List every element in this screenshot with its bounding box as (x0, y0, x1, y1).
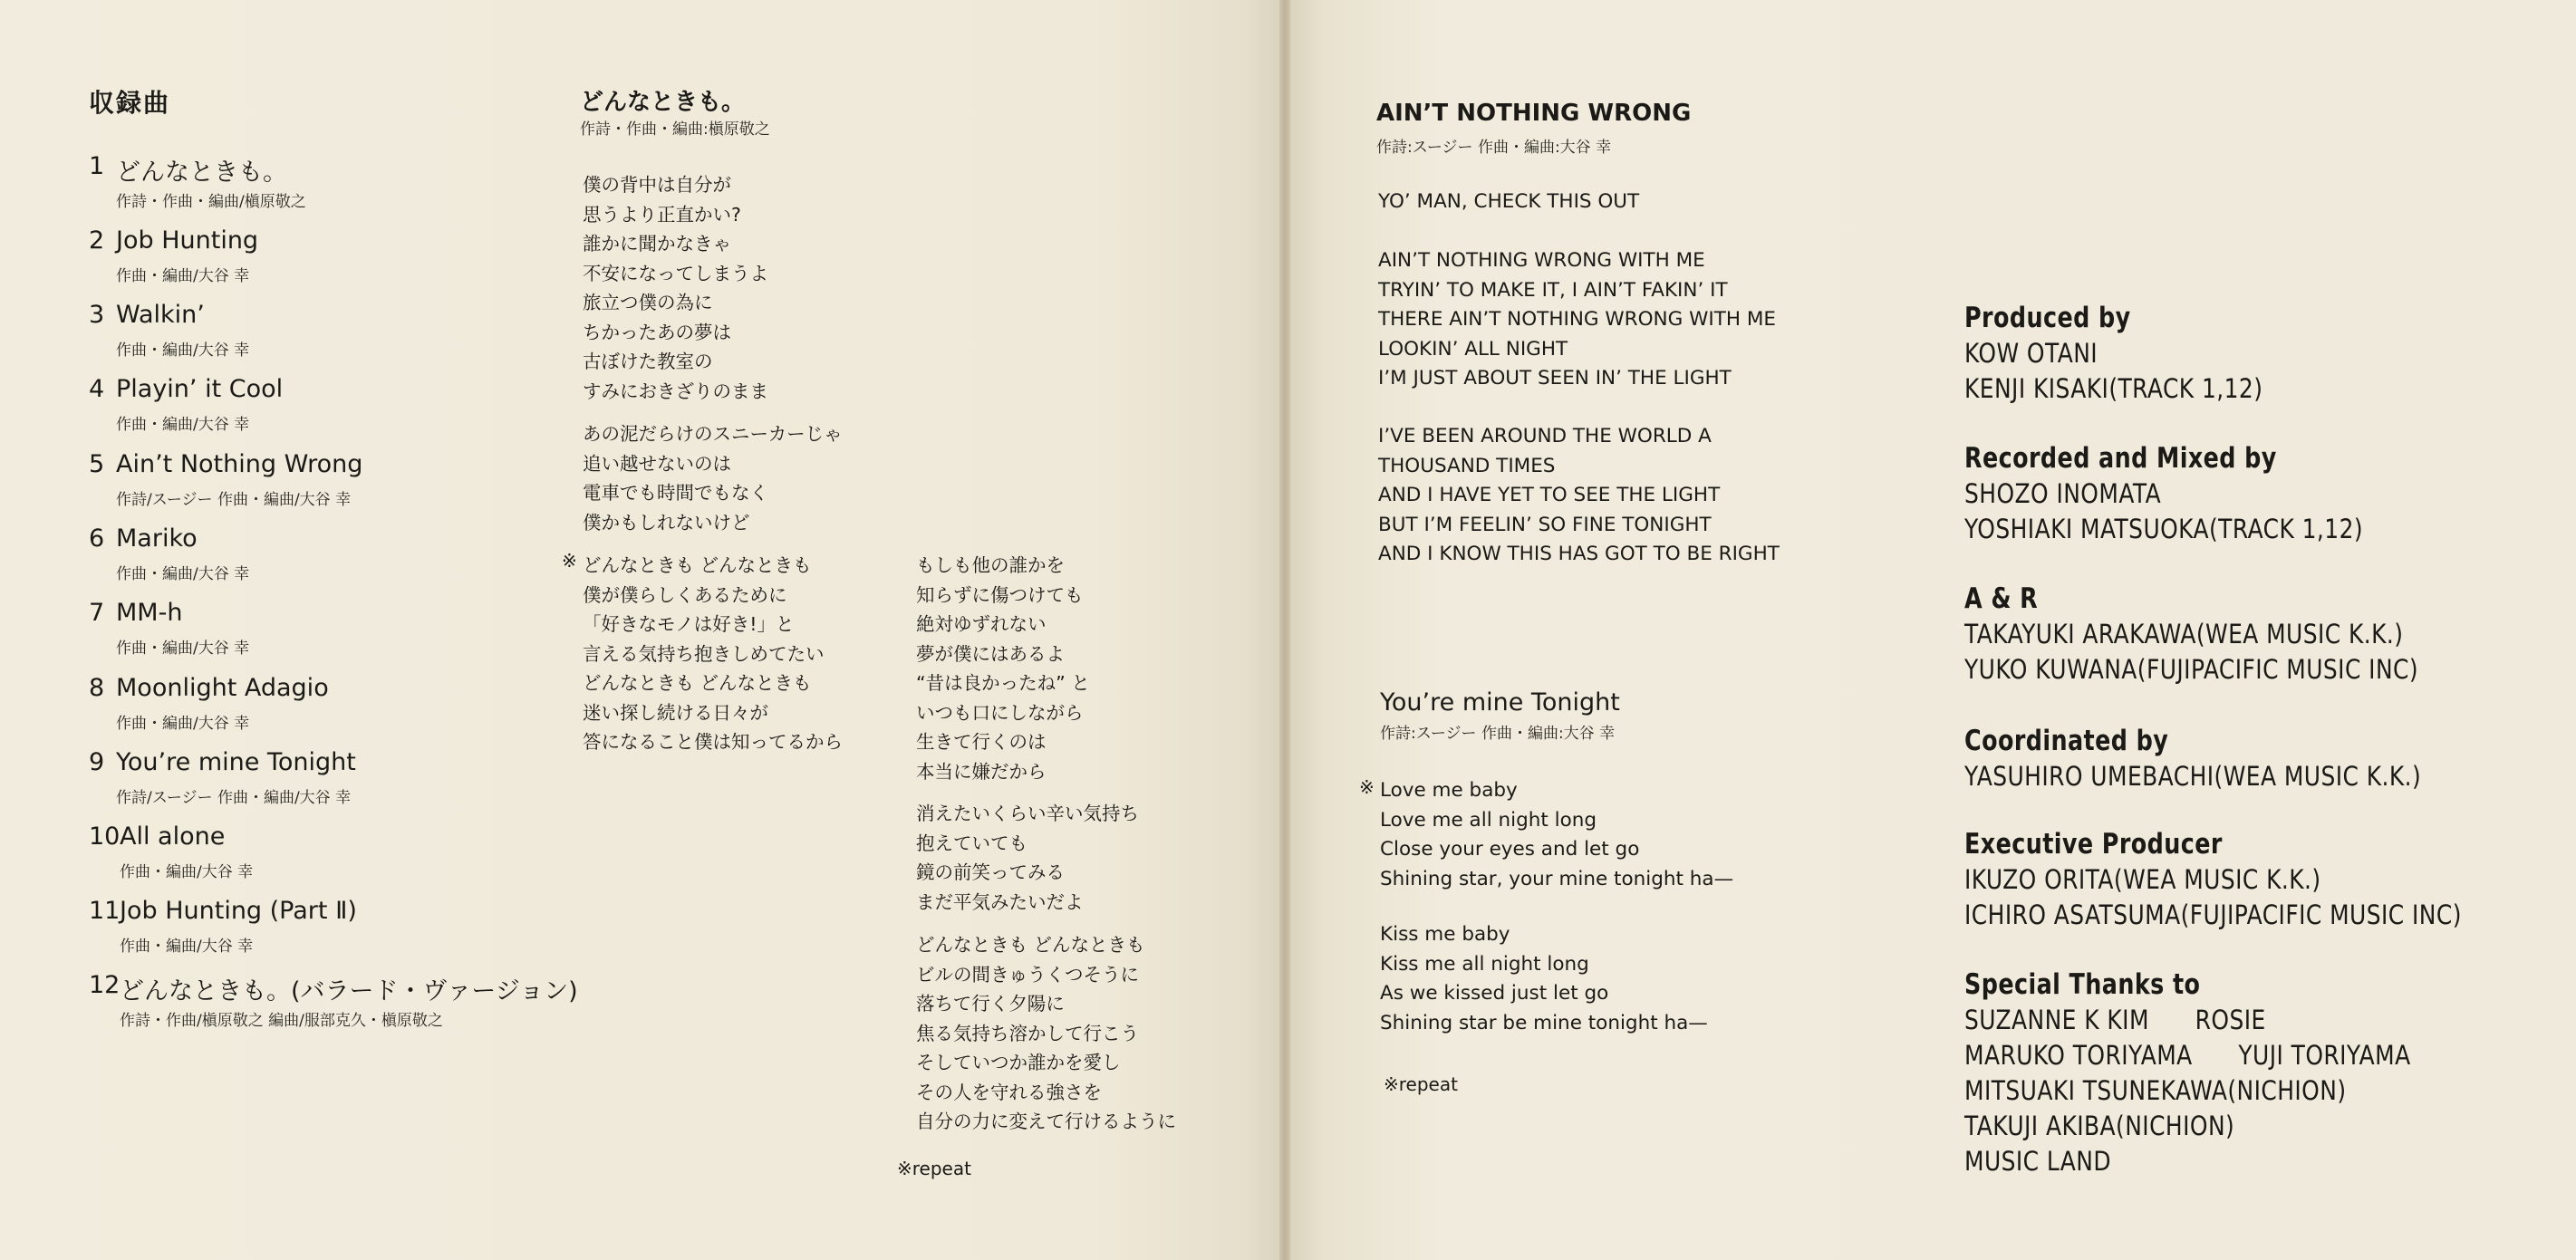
lyric-line: 電車でも時間でもなく (583, 482, 768, 504)
lyric-line: AIN’T NOTHING WRONG WITH ME (1378, 249, 1705, 272)
lyric-line: Shining star, your mine tonight ha— (1380, 867, 1734, 890)
credit-name: IKUZO ORITA(WEA MUSIC K.K.) (1964, 864, 2321, 895)
lyric-line: 鏡の前笑ってみる (916, 861, 1065, 883)
track-credit: 作詩・作曲・編曲/槇原敬之 (116, 193, 306, 211)
lyric-line: ビルの間きゅうくつそうに (916, 963, 1139, 986)
track-title: Walkin’ (116, 301, 205, 329)
song3-chorus-mark: ※ (1359, 776, 1375, 798)
credit-role: A & R (1964, 582, 2039, 615)
track-credit: 作曲・編曲/大谷 幸 (116, 416, 250, 434)
credit-name: SHOZO INOMATA (1964, 478, 2162, 509)
track-number: 9 (89, 748, 105, 776)
lyric-line: 僕の背中は自分が (583, 174, 731, 196)
song2-verse2 (1378, 422, 1780, 570)
song2-title: AIN’T NOTHING WRONG (1376, 100, 1692, 127)
lyric-line: どんなときも どんなときも (916, 934, 1145, 956)
song1-credit: 作詩・作曲・編曲:槇原敬之 (580, 120, 770, 139)
track-credit: 作曲・編曲/大谷 幸 (116, 267, 250, 285)
lyric-line: 生きて行くのは (916, 731, 1047, 753)
track-credit: 作詩/スージー 作曲・編曲/大谷 幸 (116, 789, 352, 807)
credit-name: TAKAYUKI ARAKAWA(WEA MUSIC K.K.) (1964, 619, 2404, 649)
credit-name: ICHIRO ASATSUMA(FUJIPACIFIC MUSIC INC) (1964, 899, 2462, 930)
lyric-line: 追い越せないのは (583, 452, 731, 475)
lyric-line: “昔は良かったね” と (916, 672, 1090, 694)
lyric-line: 本当に嫌だから (916, 760, 1047, 783)
track-number: 1 (89, 152, 105, 180)
lyric-line: BUT I’M FEELIN’ SO FINE TONIGHT (1378, 513, 1712, 536)
credit-role: Coordinated by (1964, 725, 2169, 757)
song2-verse1 (1378, 246, 1776, 394)
track-number: 10 (89, 822, 121, 851)
lyric-line: あの泥だらけのスニーカーじゃ (583, 423, 843, 445)
song2-credit: 作詩:スージー 作曲・編曲:大谷 幸 (1376, 139, 1612, 157)
lyric-line: 迷い探し続ける日々が (583, 701, 768, 724)
lyric-line: 誰かに聞かなきゃ (583, 233, 731, 255)
lyric-line: 「好きなモノは好き!」と (583, 613, 795, 635)
track-credit: 作詩/スージー 作曲・編曲/大谷 幸 (116, 491, 352, 509)
lyric-line: Kiss me all night long (1380, 952, 1589, 976)
credit-role: Executive Producer (1964, 828, 2223, 861)
credit-name: KENJI KISAKI(TRACK 1,12) (1964, 373, 2263, 404)
track-number: 3 (89, 301, 105, 329)
lyric-line: 知らずに傷つけても (916, 583, 1084, 606)
track-title: All alone (120, 822, 226, 851)
song1-title: どんなときも。 (580, 89, 746, 116)
song2-intro: YO’ MAN, CHECK THIS OUT (1378, 190, 1640, 213)
lyric-line: 絶対ゆずれない (916, 613, 1047, 635)
song1-verse4 (916, 799, 1139, 917)
lyric-line: もしも他の誰かを (916, 554, 1065, 576)
lyric-line: ちかったあの夢は (583, 321, 731, 343)
lyric-line: すみにおきざりのまま (583, 380, 768, 402)
track-number: 8 (89, 674, 105, 702)
lyric-line: 旅立つ僕の為に (583, 292, 713, 313)
credit-role: Produced by (1964, 302, 2131, 334)
track-number: 5 (89, 450, 105, 478)
credit-role: Special Thanks to (1964, 968, 2201, 1001)
credit-name: MUSIC LAND (1964, 1146, 2112, 1177)
track-credit: 作曲・編曲/大谷 幸 (120, 863, 254, 881)
lyric-line: I’M JUST ABOUT SEEN IN’ THE LIGHT (1378, 367, 1732, 390)
song1-verse1 (583, 170, 768, 406)
track-number: 12 (89, 971, 121, 999)
song1-chorus-mark: ※ (562, 550, 577, 572)
lyric-line: 言える気持ち抱きしめてたい (583, 642, 825, 665)
track-title: Job Hunting (Part Ⅱ) (120, 897, 357, 925)
lyric-line: 夢が僕にはあるよ (916, 642, 1065, 665)
track-credit: 作曲・編曲/大谷 幸 (116, 341, 250, 360)
track-number: 4 (89, 375, 105, 403)
song3-credit: 作詩:スージー 作曲・編曲:大谷 幸 (1380, 725, 1616, 743)
lyric-line: 古ぼけた教室の (583, 351, 713, 372)
track-credit: 作曲・編曲/大谷 幸 (116, 640, 250, 658)
track-number: 6 (89, 524, 105, 553)
lyric-line: 消えたいくらい辛い気持ち (916, 803, 1139, 824)
track-title: Playin’ it Cool (116, 375, 284, 403)
credit-name: MITSUAKI TSUNEKAWA(NICHION) (1964, 1075, 2347, 1106)
track-number: 7 (89, 599, 105, 627)
track-credit: 作曲・編曲/大谷 幸 (116, 715, 250, 733)
lyric-line: 答になること僕は知ってるから (583, 731, 843, 753)
lyric-line: Love me baby (1380, 779, 1518, 802)
lyric-line: その人を守れる強さを (916, 1081, 1102, 1103)
lyric-line: どんなときも どんなときも (583, 672, 812, 694)
song3-verse2 (1380, 920, 1708, 1038)
lyric-line: As we kissed just let go (1380, 982, 1609, 1005)
track-number: 2 (89, 226, 105, 255)
track-title: Moonlight Adagio (116, 674, 329, 702)
song3-repeat: ※repeat (1384, 1073, 1458, 1095)
song1-verse5 (916, 930, 1176, 1137)
song1-verse3 (916, 551, 1090, 786)
credit-name: YOSHIAKI MATSUOKA(TRACK 1,12) (1964, 514, 2364, 544)
credit-name: TAKUJI AKIBA(NICHION) (1964, 1111, 2235, 1141)
credit-name: YASUHIRO UMEBACHI(WEA MUSIC K.K.) (1964, 761, 2422, 792)
credit-name: KOW OTANI (1964, 338, 2098, 369)
song1-repeat: ※repeat (897, 1158, 971, 1179)
song1-verse2 (583, 419, 843, 537)
track-credit: 作曲・編曲/大谷 幸 (120, 938, 254, 956)
track-credit: 作曲・編曲/大谷 幸 (116, 565, 250, 583)
lyric-line: 落ちて行く夕陽に (916, 993, 1065, 1015)
lyric-line: そしていつか誰かを愛し (916, 1052, 1121, 1073)
song1-chorus (583, 551, 843, 757)
track-title: You’re mine Tonight (116, 748, 356, 776)
song3-title: You’re mine Tonight (1380, 688, 1620, 717)
lyric-line: THOUSAND TIMES (1378, 454, 1556, 477)
lyric-line: 抱えていても (916, 832, 1028, 854)
lyric-line: 不安になってしまうよ (583, 262, 768, 284)
lyric-line: Close your eyes and let go (1380, 838, 1640, 861)
lyric-line: いつも口にしながら (916, 701, 1084, 724)
track-number: 11 (89, 897, 121, 925)
credit-name: YUKO KUWANA(FUJIPACIFIC MUSIC INC) (1964, 654, 2419, 685)
lyric-line: AND I HAVE YET TO SEE THE LIGHT (1378, 484, 1721, 506)
lyric-line: I’VE BEEN AROUND THE WORLD A (1378, 425, 1712, 447)
lyric-line: 思うより正直かい? (583, 203, 741, 226)
track-title: MM-h (116, 599, 183, 627)
credit-name: SUZANNE K KIM ROSIE (1964, 1005, 2266, 1035)
lyric-line: Love me all night long (1380, 808, 1597, 832)
lyric-line: 焦る気持ち溶かして行こう (916, 1022, 1139, 1044)
lyric-line: Shining star be mine tonight ha— (1380, 1011, 1708, 1034)
track-title: どんなときも。 (116, 159, 287, 187)
lyric-line: どんなときも どんなときも (583, 554, 812, 576)
lyric-line: 自分の力に変えて行けるように (916, 1111, 1176, 1132)
track-credit: 作詩・作曲/槇原敬之 編曲/服部克久・槇原敬之 (120, 1012, 443, 1030)
lyric-line: TRYIN’ TO MAKE IT, I AIN’T FAKIN’ IT (1378, 278, 1728, 302)
song3-verse1 (1380, 776, 1733, 894)
lyric-line: THERE AIN’T NOTHING WRONG WITH ME (1378, 308, 1776, 331)
lyric-line: まだ平気みたいだよ (916, 890, 1084, 913)
credit-role: Recorded and Mixed by (1964, 442, 2277, 475)
lyric-line: 僕が僕らしくあるために (583, 583, 787, 606)
lyric-line: LOOKIN’ ALL NIGHT (1378, 337, 1568, 361)
tracklist-heading: 収録曲 (89, 88, 171, 118)
track-title: Ain’t Nothing Wrong (116, 450, 363, 478)
credit-name: MARUKO TORIYAMA YUJI TORIYAMA (1964, 1040, 2411, 1071)
track-title: どんなときも。(バラード・ヴァージョン) (120, 977, 578, 1005)
lyric-line: AND I KNOW THIS HAS GOT TO BE RIGHT (1378, 543, 1780, 565)
track-title: Mariko (116, 524, 198, 553)
booklet-fold (1279, 0, 1290, 1260)
track-title: Job Hunting (116, 226, 259, 255)
lyric-line: 僕かもしれないけど (583, 511, 750, 534)
lyric-line: Kiss me baby (1380, 923, 1510, 946)
